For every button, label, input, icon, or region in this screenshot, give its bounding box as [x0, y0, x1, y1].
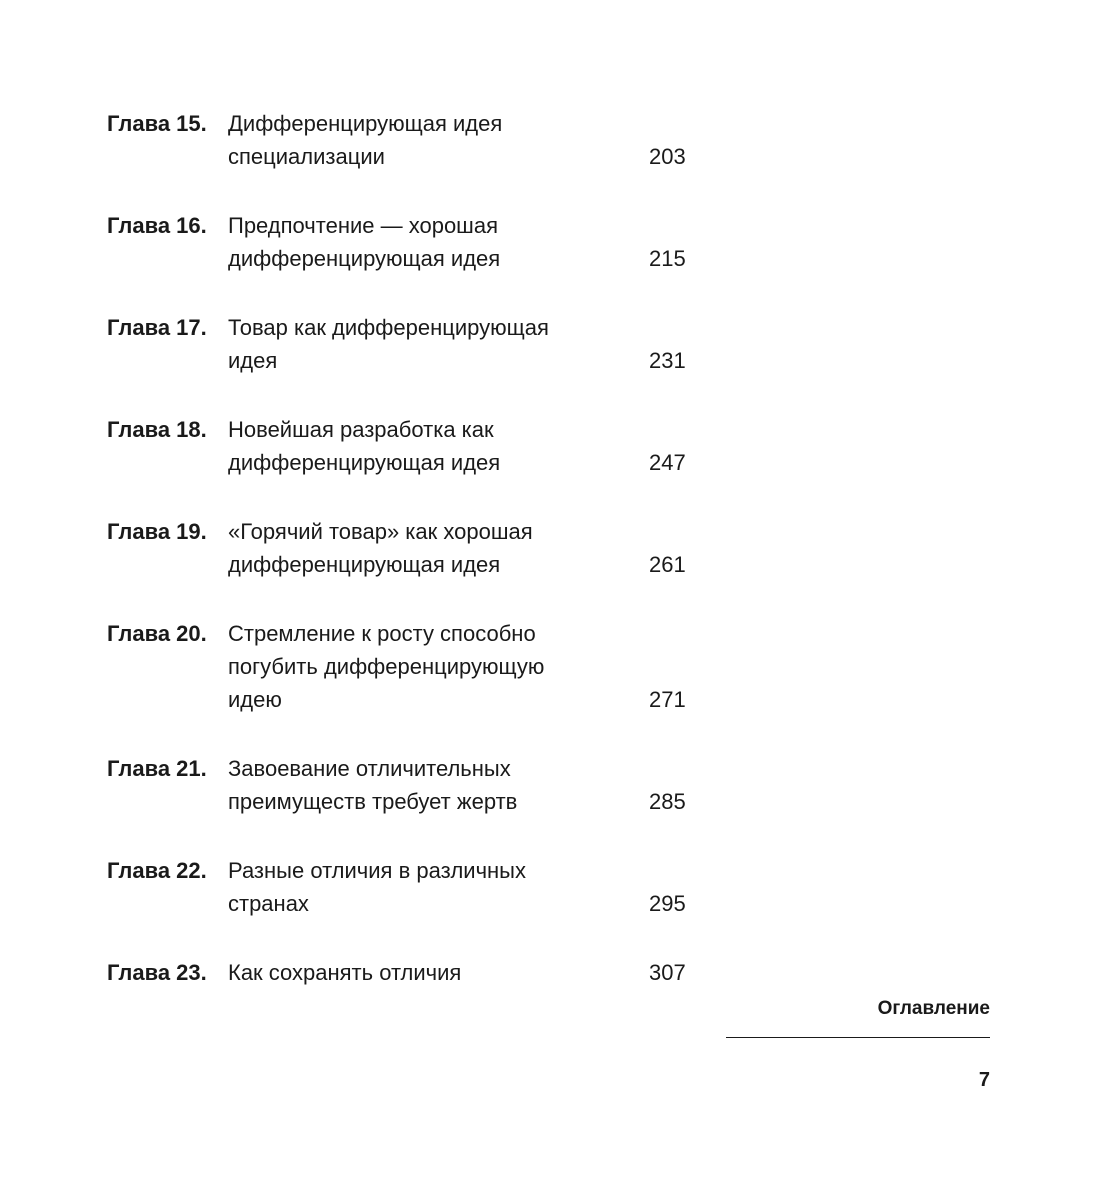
chapter-page-number: 271: [649, 687, 686, 712]
chapter-title-line: Разные отличия в различных: [228, 858, 526, 883]
chapter-title-line: дифференцирующая идея: [228, 552, 501, 577]
chapter-label: Глава 23.: [107, 960, 207, 985]
chapter-page-number: 261: [649, 552, 686, 577]
chapter-page-number: 215: [649, 246, 686, 271]
toc-entry: [107, 515, 707, 581]
chapter-title: [228, 107, 649, 173]
chapter-page-number: 203: [649, 144, 686, 169]
chapter-title-line: специализации: [228, 144, 385, 169]
chapter-title: [228, 854, 649, 920]
chapter-title-line: Стремление к росту способно: [228, 621, 536, 646]
toc-entry: [107, 413, 707, 479]
chapter-label: Глава 20.: [107, 621, 207, 646]
chapter-label: Глава 16.: [107, 213, 207, 238]
page-number: 7: [978, 1069, 990, 1091]
chapter-title: [228, 617, 649, 716]
chapter-title-line: идея: [228, 348, 278, 373]
chapter-title-line: дифференцирующая идея: [228, 450, 501, 475]
chapter-page-number: 307: [649, 960, 686, 985]
toc-entry: [107, 107, 707, 173]
chapter-title: [228, 752, 649, 818]
toc-entry: [107, 617, 707, 716]
chapter-title: [228, 311, 649, 377]
chapter-title: [228, 515, 649, 581]
toc-entry: [107, 209, 707, 275]
chapter-title-line: Товар как дифференцирующая: [228, 315, 549, 340]
chapter-label: Глава 19.: [107, 519, 207, 544]
chapter-title: [228, 209, 649, 275]
chapter-title-line: Завоевание отличительных: [228, 756, 511, 781]
chapter-page-number: 247: [649, 450, 686, 475]
toc-entry: [107, 956, 707, 989]
chapter-title-line: Новейшая разработка как: [228, 417, 494, 442]
chapter-page-number: 295: [649, 891, 686, 916]
chapter-title-line: «Горячий товар» как хорошая: [228, 519, 533, 544]
chapter-title: [228, 956, 649, 989]
chapter-title-line: Как сохранять отличия: [228, 960, 462, 985]
chapter-title-line: Предпочтение — хорошая: [228, 213, 498, 238]
chapter-label: Глава 17.: [107, 315, 207, 340]
chapter-title-line: Дифференцирующая идея: [228, 111, 503, 136]
chapter-page-number: 231: [649, 348, 686, 373]
toc-entry: [107, 752, 707, 818]
chapter-title: [228, 413, 649, 479]
chapter-title-line: странах: [228, 891, 309, 916]
toc-entry: [107, 311, 707, 377]
chapter-title-line: дифференцирующая идея: [228, 246, 501, 271]
chapter-title-line: идею: [228, 687, 282, 712]
running-head: Оглавление: [877, 998, 990, 1019]
table-of-contents: [107, 107, 707, 989]
toc-entry: [107, 854, 707, 920]
chapter-label: Глава 15.: [107, 111, 207, 136]
chapter-title-line: преимуществ требует жертв: [228, 789, 518, 814]
chapter-title-line: погубить дифференцирующую: [228, 654, 545, 679]
chapter-label: Глава 22.: [107, 858, 207, 883]
chapter-label: Глава 18.: [107, 417, 207, 442]
footer-divider: [726, 1037, 990, 1038]
chapter-page-number: 285: [649, 789, 686, 814]
chapter-label: Глава 21.: [107, 756, 207, 781]
